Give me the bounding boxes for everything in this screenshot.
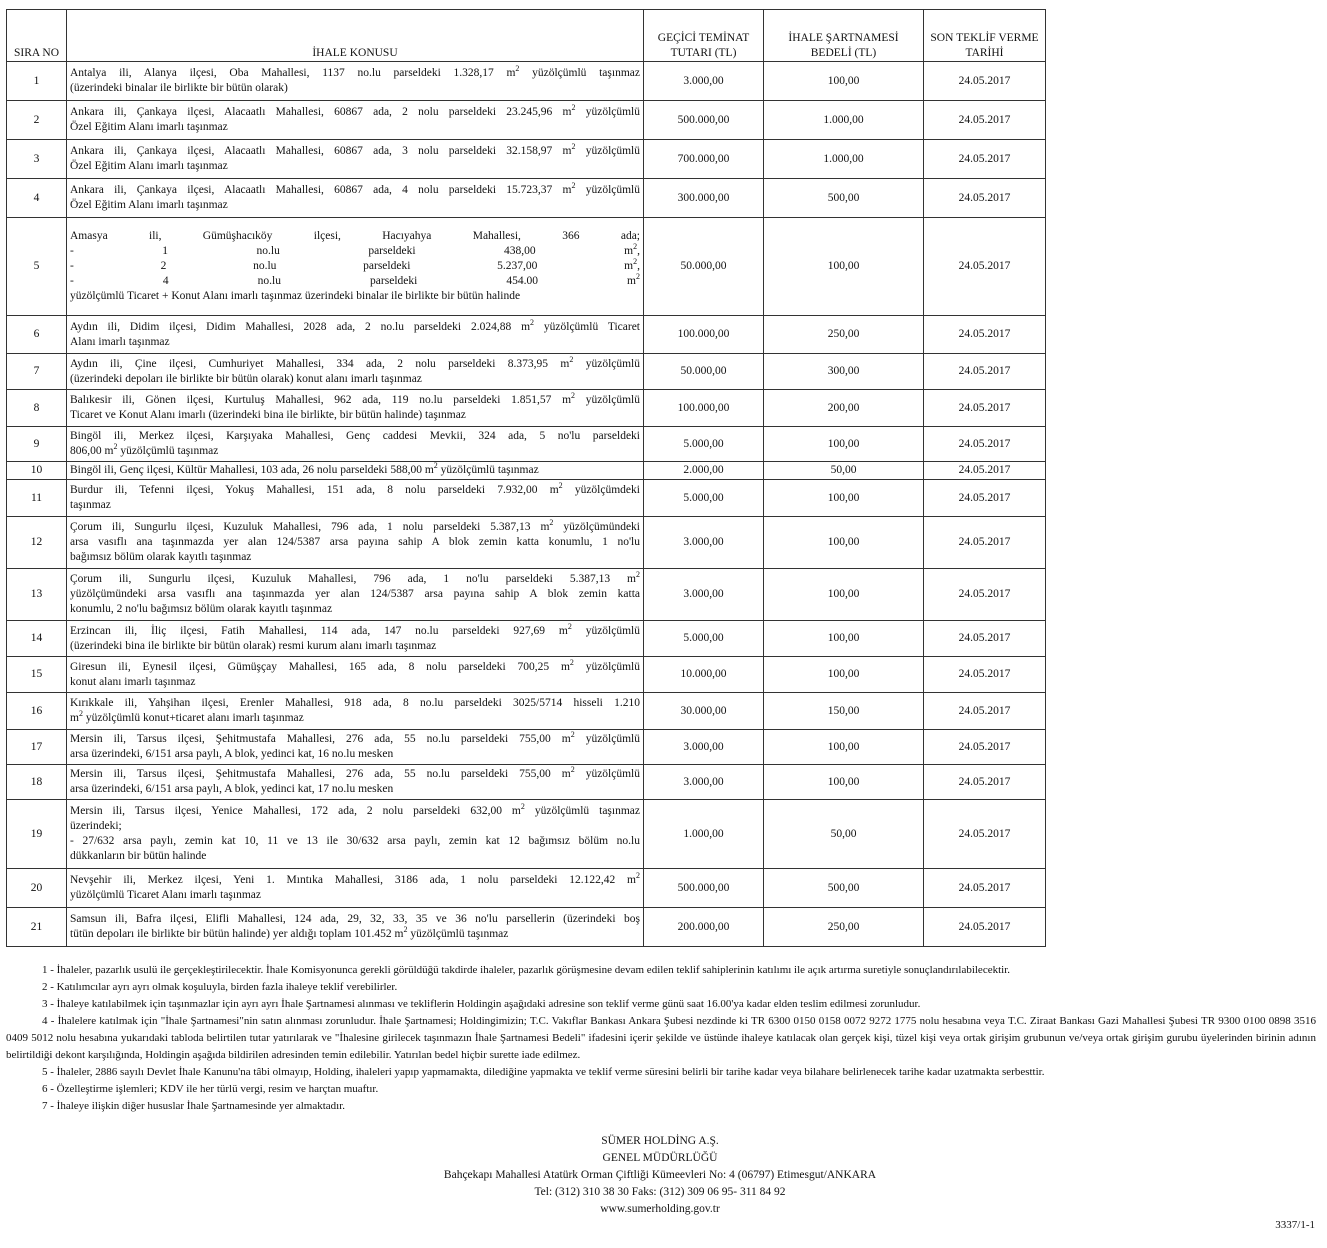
row-sartname-bedeli: 100,00	[764, 517, 924, 569]
subject-line: üzerindeki;	[70, 820, 122, 832]
row-sartname-bedeli: 150,00	[764, 693, 924, 730]
row-number: 12	[7, 517, 67, 569]
row-teminat: 5.000,00	[644, 480, 764, 517]
row-subject	[67, 354, 644, 390]
subject-line: yüzölçümlü Ticaret Alanı imarlı taşınmaz	[70, 889, 261, 901]
subject-line: (üzerindeki bina ile birlikte bir bütün olarak) resmi kurum alanı imarlı taşınmaz	[70, 639, 437, 652]
row-sartname-bedeli: 100,00	[764, 657, 924, 693]
notes-section	[6, 962, 1316, 1115]
row-subject	[67, 657, 644, 693]
phone-fax: Tel: (312) 310 38 30 Faks: (312) 309 06 95- 311 84 92	[534, 1186, 786, 1198]
subject-line: bağımsız bölüm olarak kayıtlı taşınmaz	[70, 551, 252, 563]
row-sartname-bedeli: 1.000,00	[764, 101, 924, 140]
row-teminat: 100.000,00	[644, 316, 764, 354]
row-subject	[67, 908, 644, 947]
row-subject	[67, 569, 644, 621]
table-row	[7, 101, 1046, 140]
row-number: 6	[7, 316, 67, 354]
row-sartname-bedeli: 100,00	[764, 765, 924, 800]
row-sartname-bedeli: 200,00	[764, 390, 924, 427]
subject-line: Burdur ili, Tefenni ilçesi, Yokuş Mahallesi, 151 ada, 8 nolu parseldeki 7.932,00 $m^2$ yüzölçümdeki	[70, 481, 640, 496]
row-teminat: 5.000,00	[644, 427, 764, 462]
subject-line: Özel Eğitim Alanı imarlı taşınmaz	[70, 121, 228, 133]
header-ihale-konusu: İHALE KONUSU	[67, 10, 644, 62]
subject-line: dükkanların bir bütün halinde	[70, 850, 207, 862]
row-sartname-bedeli: 1.000,00	[764, 140, 924, 179]
row-son-teklif-tarihi: 24.05.2017	[924, 179, 1046, 218]
website[interactable]: www.sumerholding.gov.tr	[600, 1203, 720, 1215]
subject-line: Samsun ili, Bafra ilçesi, Elifli Mahallesi, 124 ada, 29, 32, 33, 35 ve 36 no'lu parsellerin (üzerindeki boş	[70, 913, 640, 925]
footer	[360, 1133, 960, 1218]
table-row	[7, 908, 1046, 947]
row-subject	[67, 390, 644, 427]
row-sartname-bedeli: 250,00	[764, 908, 924, 947]
row-son-teklif-tarihi: 24.05.2017	[924, 657, 1046, 693]
row-son-teklif-tarihi: 24.05.2017	[924, 140, 1046, 179]
subject-line: Ankara ili, Çankaya ilçesi, Alacaatlı Mahallesi, 60867 ada, 3 nolu parseldeki 32.158,97 $m^2$ yüzölçümlü	[70, 142, 641, 157]
row-number: 19	[7, 800, 67, 869]
row-sartname-bedeli: 250,00	[764, 316, 924, 354]
auction-table	[6, 9, 1046, 947]
row-subject	[67, 765, 644, 800]
row-son-teklif-tarihi: 24.05.2017	[924, 517, 1046, 569]
row-son-teklif-tarihi: 24.05.2017	[924, 462, 1046, 480]
row-number: 2	[7, 101, 67, 140]
row-subject	[67, 621, 644, 657]
subject-line: yüzölçümlü Ticaret + Konut Alanı imarlı taşınmaz üzerindeki binalar ile birlikte bir bütün halinde	[70, 290, 521, 302]
row-subject	[67, 140, 644, 179]
subject-line: arsa üzerindeki, 6/151 arsa paylı, A blok, yedinci kat, 17 no.lu mesken	[70, 783, 394, 795]
row-teminat: 50.000,00	[644, 354, 764, 390]
row-number: 14	[7, 621, 67, 657]
row-subject	[67, 480, 644, 517]
table-row	[7, 730, 1046, 765]
row-son-teklif-tarihi: 24.05.2017	[924, 101, 1046, 140]
row-teminat: 2.000,00	[644, 462, 764, 480]
row-son-teklif-tarihi: 24.05.2017	[924, 569, 1046, 621]
subject-line: Ticaret ve Konut Alanı imarlı (üzerindeki bina ile birlikte, bir bütün halinde) taşınmaz	[70, 409, 466, 421]
row-subject	[67, 62, 644, 101]
row-number: 5	[7, 218, 67, 316]
row-sartname-bedeli: 300,00	[764, 354, 924, 390]
row-teminat: 3.000,00	[644, 517, 764, 569]
subject-line: - 2 no.lu parseldeki 5.237,00 $m^2$,	[70, 257, 640, 272]
row-number: 4	[7, 179, 67, 218]
row-teminat: 3.000,00	[644, 765, 764, 800]
row-number: 17	[7, 730, 67, 765]
table-row	[7, 179, 1046, 218]
subject-line: Çorum ili, Sungurlu ilçesi, Kuzuluk Mahallesi, 796 ada, 1 nolu parseldeki 5.387,13 $m^2$ yüzölçümündeki	[70, 518, 640, 533]
row-number: 11	[7, 480, 67, 517]
row-sartname-bedeli: 500,00	[764, 179, 924, 218]
row-subject	[67, 316, 644, 354]
row-sartname-bedeli: 100,00	[764, 730, 924, 765]
row-number: 1	[7, 62, 67, 101]
row-son-teklif-tarihi: 24.05.2017	[924, 354, 1046, 390]
header-son-teklif: SON TEKLİF VERME TARİHİ	[924, 10, 1046, 62]
subject-line: Aydın ili, Çine ilçesi, Cumhuriyet Mahallesi, 334 ada, 2 nolu parseldeki 8.373,95 $m^2$ yüzölçümlü	[70, 354, 641, 370]
row-son-teklif-tarihi: 24.05.2017	[924, 218, 1046, 316]
row-teminat: 30.000,00	[644, 693, 764, 730]
row-son-teklif-tarihi: 24.05.2017	[924, 621, 1046, 657]
subject-line: Ankara ili, Çankaya ilçesi, Alacaatlı Mahallesi, 60867 ada, 4 nolu parseldeki 15.723,37 $m^2$ yüzölçümlü	[70, 181, 641, 196]
row-subject	[67, 218, 644, 316]
row-son-teklif-tarihi: 24.05.2017	[924, 730, 1046, 765]
row-son-teklif-tarihi: 24.05.2017	[924, 869, 1046, 908]
row-son-teklif-tarihi: 24.05.2017	[924, 800, 1046, 869]
row-subject	[67, 179, 644, 218]
row-teminat: 500.000,00	[644, 101, 764, 140]
row-subject	[67, 427, 644, 462]
table-row	[7, 316, 1046, 354]
row-son-teklif-tarihi: 24.05.2017	[924, 390, 1046, 427]
row-sartname-bedeli: 500,00	[764, 869, 924, 908]
row-subject	[67, 693, 644, 730]
row-sartname-bedeli: 50,00	[764, 462, 924, 480]
note-item: 4 - İhalelere katılmak için "İhale Şartnamesi"nin satın alınması zorunludur. İhale Şartnamesi; Holdingimizin; T.C. Vakıflar Bankası Ankara Şubesi nezdinde ki TR 6300 0150 0158 0072 9272 1775 nolu hesabına veya T.C. Ziraat Bankası Gazi Mahallesi Şubesi TR 9300 0100 0898 3516 0409 5012 nolu hesabına yukarıdaki tabloda belirtilen tutar yatırılarak ve "İhalesine girilecek taşınmazın İhale Şartnamesi Bedeli" ifadesini içerir şekilde ve üstünde ihaleye katılacak olan gerçek kişi, tüzel kişi veya ortak girişim grubunun ve/veya ortak girişim gurubu üyelerinden birinin adının belirtildiği dekont karşılığında, Holdingin aşağıda bildirilen adresinden temin edilebilir. Yatırılan bedel hiçbir surette iade edilmez.	[6, 1015, 1316, 1061]
table-row	[7, 480, 1046, 517]
row-teminat: 5.000,00	[644, 621, 764, 657]
row-subject	[67, 101, 644, 140]
row-son-teklif-tarihi: 24.05.2017	[924, 316, 1046, 354]
note-item: 2 - Katılımcılar ayrı ayrı olmak koşuluyla, birden fazla ihaleye teklif verebilirler.	[42, 981, 398, 993]
directorate: GENEL MÜDÜRLÜĞÜ	[602, 1152, 718, 1164]
subject-line: Nevşehir ili, Merkez ilçesi, Yeni 1. Mıntıka Mahallesi, 3186 ada, 1 nolu parseldeki 12.122,42 $m^2$	[70, 871, 640, 886]
table-row	[7, 390, 1046, 427]
table-row	[7, 869, 1046, 908]
row-number: 15	[7, 657, 67, 693]
row-number: 7	[7, 354, 67, 390]
note-item: 5 - İhaleler, 2886 sayılı Devlet İhale Kanunu'na tâbi olmayıp, Holding, ihaleleri yapıp yapmamakta, dilediğine yapmakta ve teklif verme süresini belirli bir tarihe kadar veya bilahare belirlenecek tarihe kadar uzatmakta serbesttir.	[42, 1066, 1045, 1078]
row-teminat: 500.000,00	[644, 869, 764, 908]
subject-line: konut alanı imarlı taşınmaz	[70, 675, 196, 688]
row-number: 3	[7, 140, 67, 179]
subject-line: (üzerindeki binalar ile birlikte bir bütün olarak)	[70, 82, 288, 94]
row-sartname-bedeli: 100,00	[764, 569, 924, 621]
header-sartname-bedeli: İHALE ŞARTNAMESİ BEDELİ (TL)	[764, 10, 924, 62]
subject-line: Erzincan ili, İliç ilçesi, Fatih Mahallesi, 114 ada, 147 no.lu parseldeki 927,69 $m^2$ yüzölçümlü	[70, 621, 640, 637]
subject-line: Bingöl ili, Merkez ilçesi, Karşıyaka Mahallesi, Genç caddesi Mevkii, 324 ada, 5 no'lu parseldeki	[70, 430, 640, 442]
subject-line: $m^2$ yüzölçümlü konut+ticaret alanı imarlı taşınmaz	[70, 709, 304, 724]
subject-line: konumlu, 2 no'lu bağımsız bölüm olarak kayıtlı taşınmaz	[70, 603, 333, 615]
header-gecici-teminat: GEÇİCİ TEMİNAT TUTARI (TL)	[644, 10, 764, 62]
row-subject	[67, 462, 644, 480]
row-teminat: 3.000,00	[644, 62, 764, 101]
row-teminat: 200.000,00	[644, 908, 764, 947]
row-teminat: 300.000,00	[644, 179, 764, 218]
subject-line: taşınmaz	[70, 499, 111, 511]
subject-line: Mersin ili, Tarsus ilçesi, Yenice Mahallesi, 172 ada, 2 nolu parseldeki 632,00 $m^2$ yüzölçümlü taşınmaz	[70, 802, 640, 817]
subject-line: - 4 no.lu parseldeki 454.00 $m^2$	[70, 272, 640, 287]
row-number: 9	[7, 427, 67, 462]
subject-line: yüzölçümündeki arsa vasıflı ana taşınmazda yer alan 124/5387 arsa payına sahip A blok zemin katta	[70, 588, 640, 600]
row-teminat: 10.000,00	[644, 657, 764, 693]
subject-line: Antalya ili, Alanya ilçesi, Oba Mahallesi, 1137 no.lu parseldeki 1.328,17 $m^2$ yüzölçümlü taşınmaz	[70, 64, 640, 79]
subject-line: Mersin ili, Tarsus ilçesi, Şehitmustafa Mahallesi, 276 ada, 55 no.lu parseldeki 755,00 $m^2$ yüzölçümlü	[70, 765, 641, 780]
row-subject	[67, 517, 644, 569]
row-sartname-bedeli: 50,00	[764, 800, 924, 869]
subject-line: Özel Eğitim Alanı imarlı taşınmaz	[70, 160, 228, 172]
subject-line: tütün depoları ile birlikte bir bütün halinde) yer aldığı toplam 101.452 $m^2$ yüzölçümlü taşınmaz	[70, 925, 509, 940]
subject-line: Balıkesir ili, Gönen ilçesi, Kurtuluş Mahallesi, 962 ada, 119 no.lu parseldeki 1.851,57 $m^2$ yüzölçümlü	[70, 391, 640, 406]
subject-line: Giresun ili, Eynesil ilçesi, Gümüşçay Mahallesi, 165 ada, 8 nolu parseldeki 700,25 $m^2$ yüzölçümlü	[70, 657, 641, 673]
row-subject	[67, 800, 644, 869]
row-teminat: 50.000,00	[644, 218, 764, 316]
note-item: 1 - İhaleler, pazarlık usulü ile gerçekleştirilecektir. İhale Komisyonunca gerekli görüldüğü takdirde ihaleler, pazarlık görüşmesine devam edilen teklif sahiplerinin katılımı ile açık artırma suretiyle sonuçlandırılabilecektir.	[42, 964, 1010, 976]
row-subject	[67, 869, 644, 908]
subject-line: Bingöl ili, Genç ilçesi, Kültür Mahallesi, 103 ada, 26 nolu parseldeki 588,00 $m^2$ yüzölçümlü taşınmaz	[70, 461, 539, 476]
table-row	[7, 621, 1046, 657]
subject-line: (üzerindeki depoları ile birlikte bir bütün olarak) konut alanı imarlı taşınmaz	[70, 372, 422, 385]
note-item: 3 - İhaleye katılabilmek için taşınmazlar için ayrı ayrı İhale Şartnamesi alınması ve tekliflerin Holdingin aşağıdaki adresine son teklif verme günü saat 16.00'ya kadar elden teslim edilmesi zorunludur.	[42, 998, 921, 1010]
row-number: 20	[7, 869, 67, 908]
row-teminat: 3.000,00	[644, 730, 764, 765]
table-row	[7, 800, 1046, 869]
table-row	[7, 462, 1046, 480]
table-row	[7, 427, 1046, 462]
subject-line: Özel Eğitim Alanı imarlı taşınmaz	[70, 199, 228, 211]
subject-line: Amasya ili, Gümüşhacıköy ilçesi, Hacıyahya Mahallesi, 366 ada;	[70, 230, 640, 242]
row-son-teklif-tarihi: 24.05.2017	[924, 427, 1046, 462]
table-row	[7, 657, 1046, 693]
note-item: 7 - İhaleye ilişkin diğer hususlar İhale Şartnamesinde yer almaktadır.	[42, 1100, 346, 1112]
subject-line: Alanı imarlı taşınmaz	[70, 335, 170, 348]
company-name: SÜMER HOLDİNG A.Ş.	[601, 1135, 719, 1147]
subject-line: arsa üzerindeki, 6/151 arsa paylı, A blok, yedinci kat, 16 no.lu mesken	[70, 748, 394, 760]
row-number: 16	[7, 693, 67, 730]
row-number: 21	[7, 908, 67, 947]
row-son-teklif-tarihi: 24.05.2017	[924, 908, 1046, 947]
row-teminat: 100.000,00	[644, 390, 764, 427]
row-son-teklif-tarihi: 24.05.2017	[924, 693, 1046, 730]
subject-line: - 27/632 arsa paylı, zemin kat 10, 11 ve 13 ile 30/632 arsa paylı, zemin kat 12 bağımsız bölüm no.lu	[70, 835, 640, 847]
table-row	[7, 765, 1046, 800]
table-row	[7, 354, 1046, 390]
table-row	[7, 693, 1046, 730]
row-sartname-bedeli: 100,00	[764, 427, 924, 462]
row-sartname-bedeli: 100,00	[764, 621, 924, 657]
note-item: 6 - Özelleştirme işlemleri; KDV ile her türlü vergi, resim ve harçtan muaftır.	[42, 1083, 379, 1095]
row-sartname-bedeli: 100,00	[764, 62, 924, 101]
row-son-teklif-tarihi: 24.05.2017	[924, 765, 1046, 800]
row-sartname-bedeli: 100,00	[764, 480, 924, 517]
header-sira-no: SIRA NO	[7, 10, 67, 62]
row-teminat: 1.000,00	[644, 800, 764, 869]
page-reference: 3337/1-1	[1275, 1219, 1315, 1231]
row-subject	[67, 730, 644, 765]
subject-line: Mersin ili, Tarsus ilçesi, Şehitmustafa Mahallesi, 276 ada, 55 no.lu parseldeki 755,00 $m^2$ yüzölçümlü	[70, 730, 641, 745]
row-teminat: 700.000,00	[644, 140, 764, 179]
table-row	[7, 62, 1046, 101]
table-body	[7, 62, 1046, 947]
subject-line: - 1 no.lu parseldeki 438,00 $m^2$,	[70, 242, 640, 257]
subject-line: Çorum ili, Sungurlu ilçesi, Kuzuluk Mahallesi, 796 ada, 1 no'lu parseldeki 5.387,13 $m^2$	[70, 570, 640, 585]
row-number: 18	[7, 765, 67, 800]
subject-line: Aydın ili, Didim ilçesi, Didim Mahallesi, 2028 ada, 2 no.lu parseldeki 2.024,88 $m^2$ yüzölçümlü Ticaret	[70, 317, 640, 333]
row-number: 10	[7, 462, 67, 480]
subject-line: arsa vasıflı ana taşınmazda yer alan 124/5387 arsa payına sahip A blok zemin katta konumlu, 1 no'lu	[70, 536, 640, 548]
table-row	[7, 517, 1046, 569]
row-son-teklif-tarihi: 24.05.2017	[924, 480, 1046, 517]
subject-line: 806,00 $m^2$ yüzölçümlü taşınmaz	[70, 442, 219, 457]
row-teminat: 3.000,00	[644, 569, 764, 621]
row-number: 13	[7, 569, 67, 621]
subject-line: Ankara ili, Çankaya ilçesi, Alacaatlı Mahallesi, 60867 ada, 2 nolu parseldeki 23.245,96 $m^2$ yüzölçümlü	[70, 103, 641, 118]
address: Bahçekapı Mahallesi Atatürk Orman Çiftliği Kümeevleri No: 4 (06797) Etimesgut/ANKARA	[443, 1169, 877, 1181]
row-sartname-bedeli: 100,00	[764, 218, 924, 316]
table-row	[7, 569, 1046, 621]
row-number: 8	[7, 390, 67, 427]
row-son-teklif-tarihi: 24.05.2017	[924, 62, 1046, 101]
table-row	[7, 218, 1046, 316]
table-row	[7, 140, 1046, 179]
subject-line: Kırıkkale ili, Yahşihan ilçesi, Erenler Mahallesi, 918 ada, 8 no.lu parseldeki 3025/5714 hisseli 1.210	[70, 697, 640, 709]
